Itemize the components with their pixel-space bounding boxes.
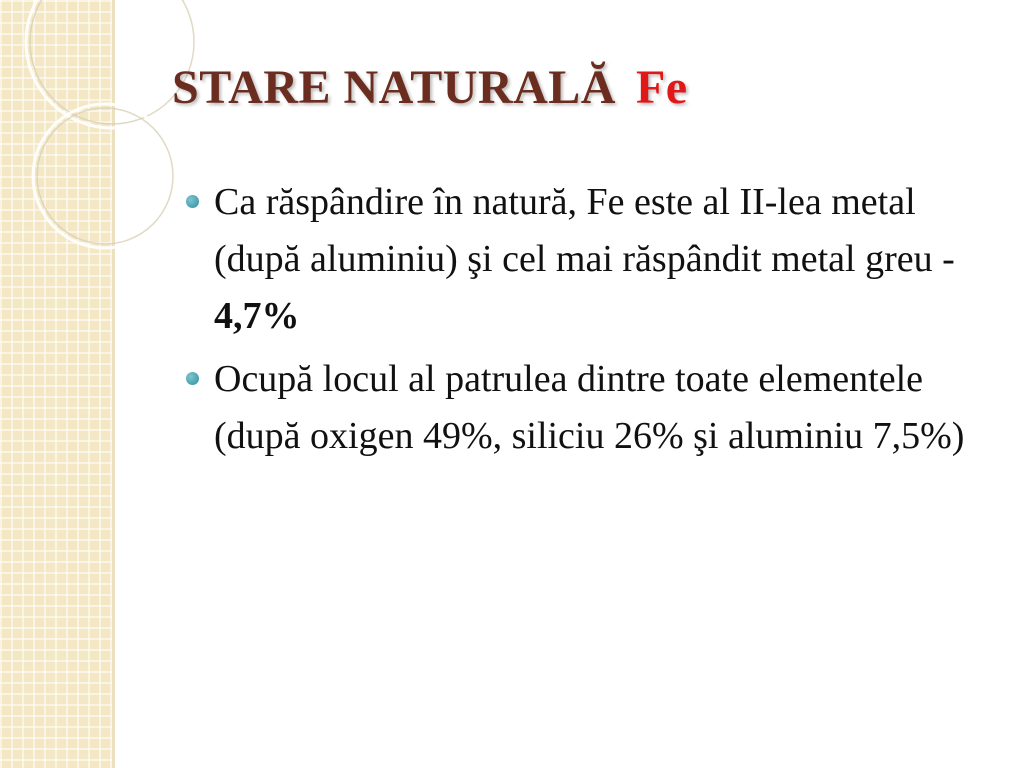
decorative-side-band — [0, 0, 112, 768]
bullet-emphasis: 4,7% — [214, 295, 300, 337]
slide-title-text: STARE NATURALĂ — [172, 61, 616, 114]
bullet-dot-icon — [186, 372, 199, 385]
bullet-text: Ca răspândire în natură, Fe este al II-lea metal (după aluminiu) şi cel mai răspândit metal greu - — [214, 181, 955, 280]
side-band-edge — [112, 0, 115, 768]
slide-title — [172, 60, 688, 115]
bullet-dot-icon — [186, 195, 199, 208]
bullet-item — [182, 174, 982, 345]
slide-title-symbol: Fe — [635, 61, 688, 114]
bullet-list — [182, 174, 982, 471]
bullet-item — [182, 351, 982, 465]
bullet-text: Ocupă locul al patrulea dintre toate elementele (după oxigen 49%, siliciu 26% şi aluminiu 7,5%) — [214, 358, 965, 457]
